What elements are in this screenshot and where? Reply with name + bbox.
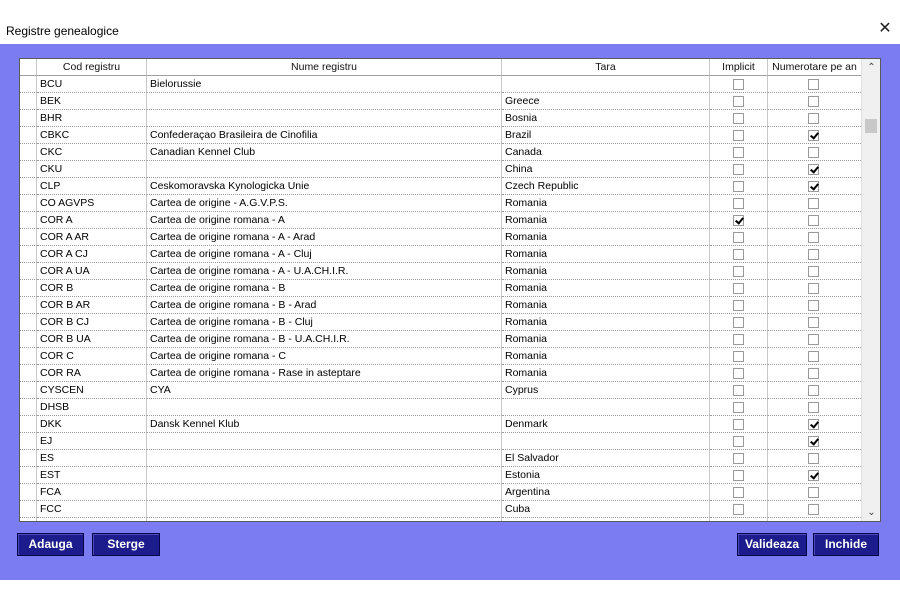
numerotare-checkbox[interactable]: [808, 147, 819, 158]
cell-nume-registru[interactable]: CYA: [147, 382, 502, 399]
implicit-checkbox[interactable]: [733, 249, 744, 260]
numerotare-checkbox[interactable]: [808, 419, 819, 430]
cell-tara[interactable]: Romania: [502, 212, 710, 229]
row-selector[interactable]: [20, 331, 37, 348]
numerotare-checkbox[interactable]: [808, 79, 819, 90]
implicit-checkbox[interactable]: [733, 487, 744, 498]
cell-cod-registru[interactable]: CYSCEN: [37, 382, 147, 399]
table-row[interactable]: [20, 501, 861, 518]
cell-implicit: [710, 416, 768, 433]
cell-nume-registru[interactable]: Cartea de origine romana - A - U.A.CH.I.R.: [147, 263, 502, 280]
cell-cod-registru[interactable]: COR A AR: [37, 229, 147, 246]
row-selector[interactable]: [20, 433, 37, 450]
cell-tara[interactable]: [502, 399, 710, 416]
scroll-down-icon[interactable]: ⌄: [867, 507, 876, 518]
cell-implicit: [710, 365, 768, 382]
cell-nume-registru[interactable]: Cartea de origine romana - C: [147, 348, 502, 365]
cell-numerotare-pe-an: [768, 93, 861, 110]
close-button[interactable]: Inchide: [813, 533, 879, 556]
cell-tara[interactable]: Brazil: [502, 127, 710, 144]
table-row[interactable]: [20, 212, 861, 229]
cell-implicit: [710, 382, 768, 399]
cell-implicit: [710, 178, 768, 195]
cell-tara[interactable]: Romania: [502, 297, 710, 314]
cell-tara[interactable]: El Salvador: [502, 450, 710, 467]
cell-nume-registru[interactable]: Canadian Kennel Club: [147, 144, 502, 161]
title-bar: [0, 0, 900, 44]
cell-tara[interactable]: Cuba: [502, 501, 710, 518]
row-selector[interactable]: [20, 382, 37, 399]
cell-nume-registru[interactable]: Cartea de origine romana - B: [147, 280, 502, 297]
cell-tara[interactable]: Greece: [502, 93, 710, 110]
cell-implicit: [710, 399, 768, 416]
cell-numerotare-pe-an: [768, 195, 861, 212]
cell-tara[interactable]: Romania: [502, 365, 710, 382]
cell-nume-registru[interactable]: Cartea de origine - A.G.V.P.S.: [147, 195, 502, 212]
implicit-checkbox[interactable]: [733, 96, 744, 107]
implicit-checkbox[interactable]: [733, 334, 744, 345]
row-selector[interactable]: [20, 212, 37, 229]
cell-tara[interactable]: [502, 76, 710, 93]
row-selector[interactable]: [20, 484, 37, 501]
row-selector[interactable]: [20, 76, 37, 93]
cell-nume-registru[interactable]: Cartea de origine romana - A: [147, 212, 502, 229]
numerotare-checkbox[interactable]: [808, 385, 819, 396]
numerotare-checkbox[interactable]: [808, 334, 819, 345]
cell-nume-registru[interactable]: [147, 93, 502, 110]
implicit-checkbox[interactable]: [733, 232, 744, 243]
row-selector[interactable]: [20, 314, 37, 331]
cell-numerotare-pe-an: [768, 399, 861, 416]
cell-numerotare-pe-an: [768, 144, 861, 161]
row-selector[interactable]: [20, 297, 37, 314]
implicit-checkbox[interactable]: [733, 147, 744, 158]
cell-implicit: [710, 246, 768, 263]
registry-grid[interactable]: [19, 58, 881, 522]
row-selector[interactable]: [20, 161, 37, 178]
cell-cod-registru[interactable]: DKK: [37, 416, 147, 433]
row-selector[interactable]: [20, 450, 37, 467]
cell-cod-registru[interactable]: CLP: [37, 178, 147, 195]
cell-tara[interactable]: Czech Republic: [502, 178, 710, 195]
cell-nume-registru[interactable]: Ceskomoravska Kynologicka Unie: [147, 178, 502, 195]
cell-implicit: [710, 331, 768, 348]
cell-implicit: [710, 229, 768, 246]
row-selector[interactable]: [20, 127, 37, 144]
cell-implicit: [710, 110, 768, 127]
delete-button[interactable]: Sterge: [92, 533, 160, 556]
numerotare-checkbox[interactable]: [808, 130, 819, 141]
column-header-numerotare-pe-an[interactable]: Numerotare pe an: [768, 59, 861, 76]
cell-implicit: [710, 501, 768, 518]
row-selector[interactable]: [20, 399, 37, 416]
numerotare-checkbox[interactable]: [808, 317, 819, 328]
table-row[interactable]: [20, 110, 861, 127]
cell-numerotare-pe-an: [768, 331, 861, 348]
column-header-nume-registru[interactable]: Nume registru: [147, 59, 502, 76]
column-header-cod-registru[interactable]: Cod registru: [37, 59, 147, 76]
numerotare-checkbox[interactable]: [808, 283, 819, 294]
cell-nume-registru[interactable]: [147, 450, 502, 467]
numerotare-checkbox[interactable]: [808, 215, 819, 226]
cell-nume-registru[interactable]: [147, 433, 502, 450]
cell-numerotare-pe-an: [768, 365, 861, 382]
cell-cod-registru[interactable]: CO AGVPS: [37, 195, 147, 212]
cell-nume-registru[interactable]: [147, 518, 502, 521]
cell-tara[interactable]: Romania: [502, 195, 710, 212]
cell-cod-registru[interactable]: [37, 518, 147, 521]
row-selector[interactable]: [20, 416, 37, 433]
cell-cod-registru[interactable]: COR B CJ: [37, 314, 147, 331]
cell-nume-registru[interactable]: Cartea de origine romana - B - U.A.CH.I.R.: [147, 331, 502, 348]
cell-cod-registru[interactable]: COR A: [37, 212, 147, 229]
numerotare-checkbox[interactable]: [808, 198, 819, 209]
table-row[interactable]: [20, 450, 861, 467]
cell-cod-registru[interactable]: ES: [37, 450, 147, 467]
cell-numerotare-pe-an: [768, 212, 861, 229]
cell-numerotare-pe-an: [768, 348, 861, 365]
cell-nume-registru[interactable]: Cartea de origine romana - B - Arad: [147, 297, 502, 314]
cell-tara[interactable]: China: [502, 161, 710, 178]
cell-implicit: [710, 484, 768, 501]
cell-numerotare-pe-an: [768, 246, 861, 263]
row-selector[interactable]: [20, 246, 37, 263]
table-row[interactable]: [20, 263, 861, 280]
cell-nume-registru[interactable]: [147, 399, 502, 416]
scroll-up-icon[interactable]: ⌃: [867, 62, 876, 73]
numerotare-checkbox[interactable]: [808, 249, 819, 260]
cell-implicit: [710, 314, 768, 331]
cell-tara[interactable]: Denmark: [502, 416, 710, 433]
cell-implicit: [710, 518, 768, 521]
cell-nume-registru[interactable]: Cartea de origine romana - A - Arad: [147, 229, 502, 246]
window-title: Registre genealogice: [6, 24, 119, 38]
implicit-checkbox[interactable]: [733, 130, 744, 141]
grid-header-row: [20, 59, 861, 76]
grid-body: [20, 59, 861, 521]
vertical-scrollbar[interactable]: [861, 59, 880, 521]
table-row[interactable]: [20, 348, 861, 365]
cell-cod-registru[interactable]: BHR: [37, 110, 147, 127]
cell-cod-registru[interactable]: EST: [37, 467, 147, 484]
table-row[interactable]: [20, 76, 861, 93]
cell-nume-registru[interactable]: Bielorussie: [147, 76, 502, 93]
cell-cod-registru[interactable]: BCU: [37, 76, 147, 93]
cell-numerotare-pe-an: [768, 484, 861, 501]
cell-implicit: [710, 297, 768, 314]
cell-numerotare-pe-an: [768, 76, 861, 93]
implicit-checkbox[interactable]: [733, 351, 744, 362]
cell-cod-registru[interactable]: COR B AR: [37, 297, 147, 314]
cell-numerotare-pe-an: [768, 297, 861, 314]
row-selector[interactable]: [20, 280, 37, 297]
row-selector[interactable]: [20, 467, 37, 484]
numerotare-checkbox[interactable]: [808, 453, 819, 464]
cell-implicit: [710, 161, 768, 178]
numerotare-checkbox[interactable]: [808, 164, 819, 175]
table-row[interactable]: [20, 416, 861, 433]
table-row[interactable]: [20, 467, 861, 484]
implicit-checkbox[interactable]: [733, 453, 744, 464]
row-selector[interactable]: [20, 518, 37, 521]
table-row[interactable]: [20, 195, 861, 212]
cell-cod-registru[interactable]: CKU: [37, 161, 147, 178]
implicit-checkbox[interactable]: [733, 198, 744, 209]
bottom-strip: [0, 580, 900, 600]
cell-cod-registru[interactable]: FCC: [37, 501, 147, 518]
implicit-checkbox[interactable]: [733, 368, 744, 379]
table-row[interactable]: [20, 331, 861, 348]
cell-nume-registru[interactable]: Confederaçao Brasileira de Cinofilia: [147, 127, 502, 144]
cell-nume-registru[interactable]: Dansk Kennel Klub: [147, 416, 502, 433]
cell-tara[interactable]: Estonia: [502, 467, 710, 484]
cell-implicit: [710, 450, 768, 467]
numerotare-checkbox[interactable]: [808, 351, 819, 362]
cell-implicit: [710, 348, 768, 365]
cell-tara[interactable]: Canada: [502, 144, 710, 161]
cell-tara[interactable]: Romania: [502, 280, 710, 297]
cell-tara[interactable]: Romania: [502, 348, 710, 365]
implicit-checkbox[interactable]: [733, 300, 744, 311]
cell-numerotare-pe-an: [768, 161, 861, 178]
row-selector[interactable]: [20, 195, 37, 212]
cell-implicit: [710, 433, 768, 450]
cell-numerotare-pe-an: [768, 178, 861, 195]
table-row[interactable]: [20, 314, 861, 331]
cell-cod-registru[interactable]: CBKC: [37, 127, 147, 144]
cell-nume-registru[interactable]: [147, 110, 502, 127]
table-row[interactable]: [20, 365, 861, 382]
table-row[interactable]: [20, 433, 861, 450]
numerotare-checkbox[interactable]: [808, 181, 819, 192]
table-row[interactable]: [20, 93, 861, 110]
table-row[interactable]: [20, 127, 861, 144]
row-selector[interactable]: [20, 348, 37, 365]
table-row[interactable]: [20, 144, 861, 161]
cell-numerotare-pe-an: [768, 433, 861, 450]
cell-tara[interactable]: [502, 433, 710, 450]
implicit-checkbox[interactable]: [733, 317, 744, 328]
cell-numerotare-pe-an: [768, 263, 861, 280]
table-row[interactable]: [20, 297, 861, 314]
cell-numerotare-pe-an: [768, 416, 861, 433]
numerotare-checkbox[interactable]: [808, 402, 819, 413]
scroll-thumb[interactable]: [865, 119, 877, 133]
cell-tara[interactable]: Romania: [502, 229, 710, 246]
cell-numerotare-pe-an: [768, 110, 861, 127]
cell-tara[interactable]: Romania: [502, 314, 710, 331]
cell-tara[interactable]: Bosnia: [502, 110, 710, 127]
implicit-checkbox[interactable]: [733, 164, 744, 175]
cell-cod-registru[interactable]: COR A CJ: [37, 246, 147, 263]
add-button[interactable]: Adauga: [17, 533, 84, 556]
cell-numerotare-pe-an: [768, 450, 861, 467]
implicit-checkbox[interactable]: [733, 385, 744, 396]
cell-tara[interactable]: Cyprus: [502, 382, 710, 399]
row-selector[interactable]: [20, 178, 37, 195]
cell-tara[interactable]: [502, 518, 710, 521]
cell-implicit: [710, 263, 768, 280]
cell-implicit: [710, 195, 768, 212]
numerotare-checkbox[interactable]: [808, 232, 819, 243]
cell-numerotare-pe-an: [768, 314, 861, 331]
implicit-checkbox[interactable]: [733, 266, 744, 277]
cell-implicit: [710, 76, 768, 93]
cell-cod-registru[interactable]: DHSB: [37, 399, 147, 416]
numerotare-checkbox[interactable]: [808, 368, 819, 379]
cell-nume-registru[interactable]: Cartea de origine romana - B - Cluj: [147, 314, 502, 331]
cell-cod-registru[interactable]: COR C: [37, 348, 147, 365]
cell-cod-registru[interactable]: COR B: [37, 280, 147, 297]
implicit-checkbox[interactable]: [733, 181, 744, 192]
table-row[interactable]: [20, 246, 861, 263]
numerotare-checkbox[interactable]: [808, 436, 819, 447]
cell-cod-registru[interactable]: COR RA: [37, 365, 147, 382]
table-row[interactable]: [20, 518, 861, 521]
row-selector[interactable]: [20, 93, 37, 110]
cell-implicit: [710, 144, 768, 161]
column-header-implicit[interactable]: Implicit: [710, 59, 768, 76]
validate-button[interactable]: Valideaza: [737, 533, 807, 556]
cell-implicit: [710, 93, 768, 110]
numerotare-checkbox[interactable]: [808, 266, 819, 277]
table-row[interactable]: [20, 280, 861, 297]
row-selector[interactable]: [20, 501, 37, 518]
implicit-checkbox[interactable]: [733, 79, 744, 90]
implicit-checkbox[interactable]: [733, 419, 744, 430]
numerotare-checkbox[interactable]: [808, 113, 819, 124]
cell-cod-registru[interactable]: CKC: [37, 144, 147, 161]
numerotare-checkbox[interactable]: [808, 504, 819, 515]
table-row[interactable]: [20, 178, 861, 195]
cell-nume-registru[interactable]: [147, 501, 502, 518]
cell-nume-registru[interactable]: Cartea de origine romana - A - Cluj: [147, 246, 502, 263]
numerotare-checkbox[interactable]: [808, 487, 819, 498]
row-selector[interactable]: [20, 365, 37, 382]
cell-implicit: [710, 127, 768, 144]
row-selector-header: [20, 59, 37, 76]
table-row[interactable]: [20, 382, 861, 399]
cell-numerotare-pe-an: [768, 518, 861, 521]
cell-cod-registru[interactable]: EJ: [37, 433, 147, 450]
cell-nume-registru[interactable]: Cartea de origine romana - Rase in asteptare: [147, 365, 502, 382]
column-header-tara[interactable]: Tara: [502, 59, 710, 76]
close-icon[interactable]: ✕: [878, 20, 892, 37]
row-selector[interactable]: [20, 144, 37, 161]
table-row[interactable]: [20, 161, 861, 178]
numerotare-checkbox[interactable]: [808, 96, 819, 107]
cell-implicit: [710, 467, 768, 484]
row-selector[interactable]: [20, 263, 37, 280]
cell-cod-registru[interactable]: COR B UA: [37, 331, 147, 348]
implicit-checkbox[interactable]: [733, 470, 744, 481]
implicit-checkbox[interactable]: [733, 402, 744, 413]
cell-numerotare-pe-an: [768, 280, 861, 297]
cell-numerotare-pe-an: [768, 229, 861, 246]
implicit-checkbox[interactable]: [733, 215, 744, 226]
cell-numerotare-pe-an: [768, 127, 861, 144]
cell-numerotare-pe-an: [768, 467, 861, 484]
cell-nume-registru[interactable]: [147, 161, 502, 178]
row-selector[interactable]: [20, 110, 37, 127]
cell-nume-registru[interactable]: [147, 484, 502, 501]
implicit-checkbox[interactable]: [733, 504, 744, 515]
cell-tara[interactable]: Romania: [502, 246, 710, 263]
numerotare-checkbox[interactable]: [808, 300, 819, 311]
cell-nume-registru[interactable]: [147, 467, 502, 484]
implicit-checkbox[interactable]: [733, 436, 744, 447]
row-selector[interactable]: [20, 229, 37, 246]
table-row[interactable]: [20, 399, 861, 416]
cell-cod-registru[interactable]: BEK: [37, 93, 147, 110]
cell-cod-registru[interactable]: FCA: [37, 484, 147, 501]
cell-tara[interactable]: Argentina: [502, 484, 710, 501]
numerotare-checkbox[interactable]: [808, 470, 819, 481]
implicit-checkbox[interactable]: [733, 113, 744, 124]
cell-numerotare-pe-an: [768, 382, 861, 399]
cell-implicit: [710, 212, 768, 229]
cell-cod-registru[interactable]: COR A UA: [37, 263, 147, 280]
cell-numerotare-pe-an: [768, 501, 861, 518]
implicit-checkbox[interactable]: [733, 283, 744, 294]
table-row[interactable]: [20, 229, 861, 246]
cell-tara[interactable]: Romania: [502, 331, 710, 348]
cell-implicit: [710, 280, 768, 297]
cell-tara[interactable]: Romania: [502, 263, 710, 280]
table-row[interactable]: [20, 484, 861, 501]
